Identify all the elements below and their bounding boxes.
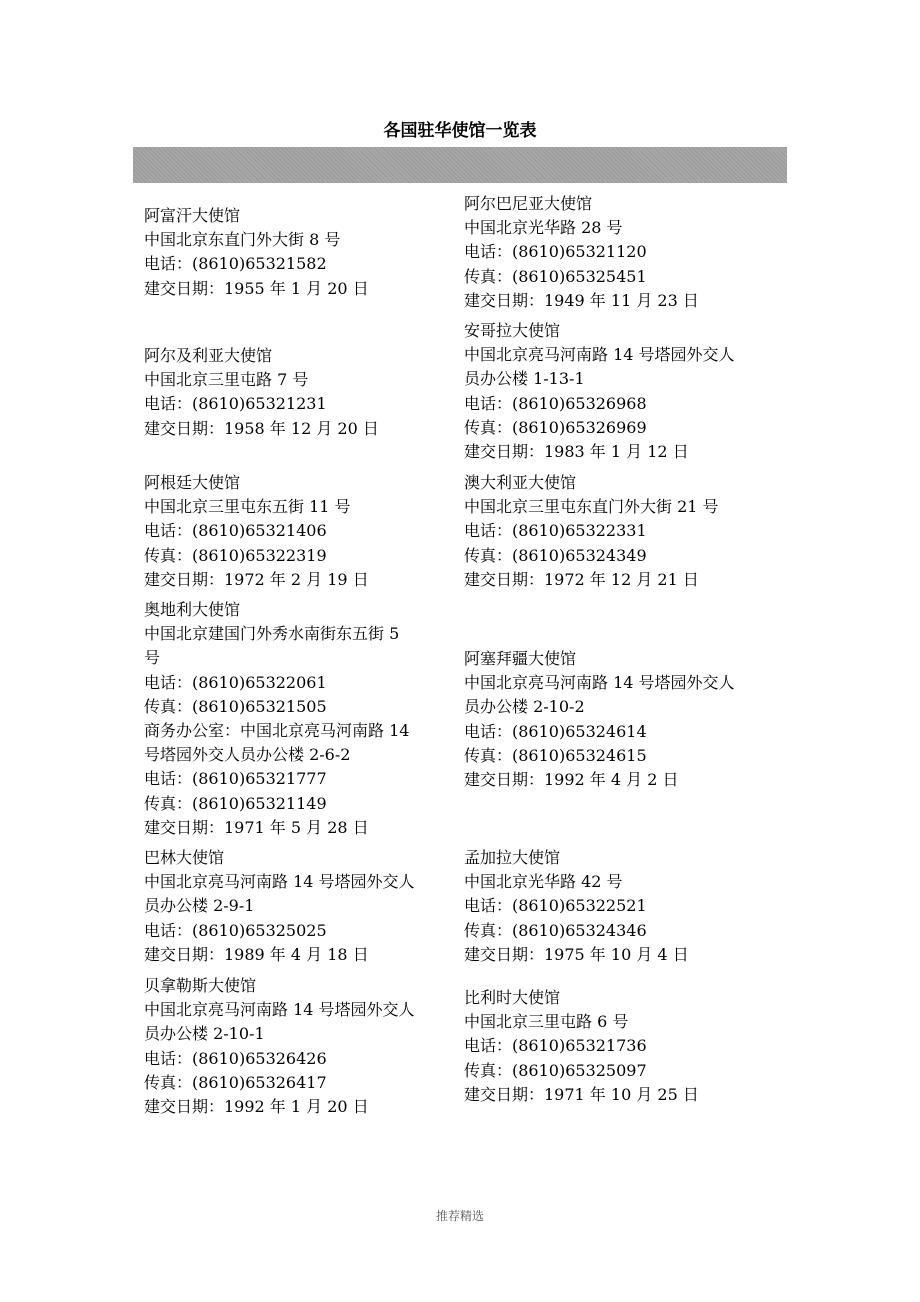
page-title: 各国驻华使馆一览表 <box>383 121 537 141</box>
embassy-address: 中国北京亮马河南路 14 号塔园外交人 <box>464 673 735 693</box>
embassy-name: 阿尔巴尼亚大使馆 <box>464 194 593 213</box>
page-footer: 推荐精选 <box>435 1209 484 1223</box>
embassy-name: 孟加拉大使馆 <box>464 848 561 867</box>
embassy-office-phone: 电话：(8610)65321777 <box>144 769 327 789</box>
embassy-entry-argentina <box>144 471 454 592</box>
embassy-date: 建交日期：1992 年 1 月 20 日 <box>144 1097 369 1117</box>
embassy-name: 阿根廷大使馆 <box>144 473 241 492</box>
embassy-entry-bahrain <box>144 846 454 967</box>
embassy-entry-afghanistan <box>144 204 454 301</box>
embassy-address: 中国北京光华路 42 号 <box>464 872 623 892</box>
embassy-address: 员办公楼 1-13-1 <box>464 369 585 389</box>
embassy-address: 中国北京亮马河南路 14 号塔园外交人 <box>144 872 415 892</box>
embassy-phone: 电话：(8610)65322521 <box>464 896 647 916</box>
embassy-fax: 传真：(8610)65326417 <box>144 1072 327 1092</box>
embassy-name: 贝拿勒斯大使馆 <box>144 976 257 995</box>
embassy-date: 建交日期：1955 年 1 月 20 日 <box>144 278 369 298</box>
embassy-phone: 电话：(8610)65321231 <box>144 394 327 414</box>
embassy-fax: 传真：(8610)65326969 <box>464 417 647 437</box>
embassy-date: 建交日期：1989 年 4 月 18 日 <box>144 944 369 964</box>
embassy-entry-azerbaijan <box>464 647 774 792</box>
embassy-phone: 电话：(8610)65321582 <box>144 254 327 274</box>
embassy-name: 阿尔及利亚大使馆 <box>144 346 273 365</box>
embassy-phone: 电话：(8610)65322061 <box>144 672 327 692</box>
embassy-address: 员办公楼 2-10-2 <box>464 697 585 717</box>
embassy-address: 中国北京东直门外大街 8 号 <box>144 230 341 250</box>
embassy-entry-belgium <box>464 986 774 1107</box>
embassy-date: 建交日期：1983 年 1 月 12 日 <box>464 442 689 462</box>
embassy-name: 阿富汗大使馆 <box>144 206 241 225</box>
embassy-date: 建交日期：1975 年 10 月 4 日 <box>464 944 689 964</box>
embassy-fax: 传真：(8610)65321505 <box>144 696 327 716</box>
embassy-address: 中国北京建国门外秀水南街东五街 5 <box>144 624 400 644</box>
embassy-entry-bangladesh <box>464 846 774 967</box>
embassy-fax: 传真：(8610)65322319 <box>144 545 327 565</box>
embassy-address: 中国北京三里屯路 7 号 <box>144 370 309 390</box>
embassy-phone: 电话：(8610)65322331 <box>464 521 647 541</box>
embassy-office-fax: 传真：(8610)65321149 <box>144 793 327 813</box>
embassy-address: 中国北京三里屯东直门外大街 21 号 <box>464 497 719 517</box>
header-bar <box>133 147 787 183</box>
embassy-name: 阿塞拜疆大使馆 <box>464 649 577 668</box>
embassy-entry-belarus <box>144 974 454 1119</box>
embassy-entry-australia <box>464 471 774 592</box>
embassy-entry-algeria <box>144 344 454 441</box>
embassy-date: 建交日期：1972 年 2 月 19 日 <box>144 569 369 589</box>
embassy-address: 号 <box>144 648 161 668</box>
embassy-date: 建交日期：1972 年 12 月 21 日 <box>464 569 699 589</box>
embassy-entry-albania <box>464 192 774 313</box>
embassy-date: 建交日期：1971 年 5 月 28 日 <box>144 817 369 837</box>
embassy-name: 巴林大使馆 <box>144 848 225 867</box>
embassy-phone: 电话：(8610)65326426 <box>144 1048 327 1068</box>
embassy-fax: 传真：(8610)65325097 <box>464 1060 647 1080</box>
embassy-entry-angola <box>464 319 774 464</box>
embassy-date: 建交日期：1949 年 11 月 23 日 <box>464 290 699 310</box>
embassy-date: 建交日期：1958 年 12 月 20 日 <box>144 418 379 438</box>
embassy-address: 员办公楼 2-9-1 <box>144 896 255 916</box>
embassy-address: 中国北京三里屯路 6 号 <box>464 1012 629 1032</box>
embassy-address: 中国北京光华路 28 号 <box>464 218 623 238</box>
embassy-phone: 电话：(8610)65321120 <box>464 242 647 262</box>
embassy-phone: 电话：(8610)65324614 <box>464 721 647 741</box>
embassy-office-address: 号塔园外交人员办公楼 2-6-2 <box>144 745 351 765</box>
embassy-name: 安哥拉大使馆 <box>464 321 561 340</box>
embassy-address: 员办公楼 2-10-1 <box>144 1024 265 1044</box>
embassy-office-address: 商务办公室：中国北京亮马河南路 14 <box>144 721 410 741</box>
embassy-address: 中国北京亮马河南路 14 号塔园外交人 <box>144 1000 415 1020</box>
embassy-fax: 传真：(8610)65325451 <box>464 266 647 286</box>
embassy-address: 中国北京三里屯东五街 11 号 <box>144 497 351 517</box>
embassy-fax: 传真：(8610)65324349 <box>464 545 647 565</box>
embassy-phone: 电话：(8610)65326968 <box>464 393 647 413</box>
embassy-date: 建交日期：1992 年 4 月 2 日 <box>464 770 679 790</box>
embassy-phone: 电话：(8610)65321406 <box>144 521 327 541</box>
embassy-fax: 传真：(8610)65324615 <box>464 745 647 765</box>
embassy-phone: 电话：(8610)65325025 <box>144 920 327 940</box>
embassy-fax: 传真：(8610)65324346 <box>464 920 647 940</box>
embassy-entry-austria <box>144 598 454 840</box>
embassy-name: 比利时大使馆 <box>464 988 561 1007</box>
embassy-name: 澳大利亚大使馆 <box>464 473 577 492</box>
embassy-address: 中国北京亮马河南路 14 号塔园外交人 <box>464 345 735 365</box>
embassy-name: 奥地利大使馆 <box>144 600 241 619</box>
embassy-phone: 电话：(8610)65321736 <box>464 1036 647 1056</box>
embassy-date: 建交日期：1971 年 10 月 25 日 <box>464 1084 699 1104</box>
